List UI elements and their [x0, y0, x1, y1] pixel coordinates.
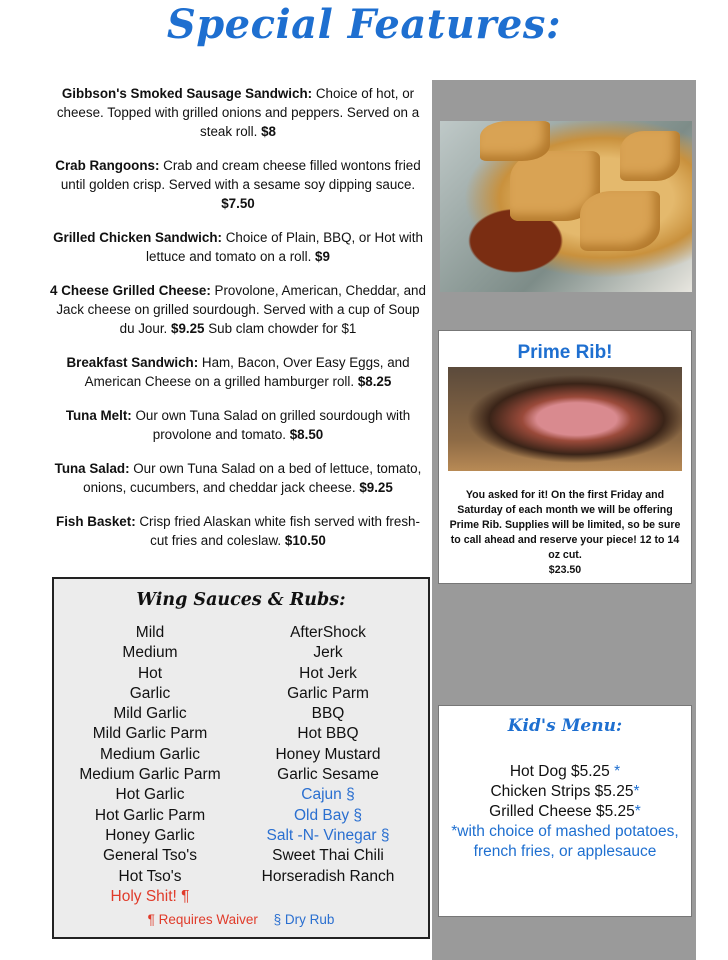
special-price: $8 [261, 124, 276, 139]
wing-sauce-item: Honey Garlic [105, 826, 195, 844]
special-description: Crab and cream cheese filled wontons fried until golden crisp. Served with a sesame soy dipping sauce. [60, 158, 421, 192]
prime-rib-title: Prime Rib! [517, 342, 613, 363]
wing-sauce-item: Hot Garlic [115, 786, 185, 804]
special-description: Choice of hot, or cheese. Topped with grilled onions and peppers. Served on a steak roll. [56, 86, 420, 139]
special-price: $10.50 [284, 533, 326, 548]
wing-sauce-item: Medium Garlic Parm [79, 766, 221, 784]
special-description: Our own Tuna Salad on grilled sourdough with provolone and tomato. [131, 408, 411, 442]
special-name: Tuna Salad: [54, 461, 130, 476]
kids-menu-box [438, 705, 692, 917]
wing-sauce-item: Sweet Thai Chili [272, 847, 384, 865]
kids-menu-item [439, 762, 691, 782]
kids-menu-item [439, 782, 691, 802]
wing-sauce-item: Holy Shit! ¶ [110, 887, 190, 905]
wing-sauce-item: Hot Jerk [299, 664, 357, 682]
wing-sauce-item: Hot Tso's [118, 867, 182, 885]
page-title: Special Features: [166, 1, 562, 48]
wing-sauce-item: General Tso's [103, 847, 197, 865]
special-price: $8.50 [289, 427, 324, 442]
wing-legend [54, 912, 428, 927]
special-item [50, 512, 426, 550]
kids-item-text: Grilled Cheese $5.25 [489, 803, 635, 820]
wing-sauce-item: Salt -N- Vinegar § [266, 826, 390, 844]
wing-sauce-item: Old Bay § [293, 806, 363, 824]
wing-sauces-column-1 [54, 623, 246, 907]
special-name: Tuna Melt: [65, 408, 132, 423]
wing-sauce-item: Honey Mustard [275, 745, 381, 763]
special-item [50, 156, 426, 213]
kids-item-asterisk: * [633, 783, 640, 800]
special-price: $9 [315, 249, 330, 264]
wing-sauce-item: Mild Garlic [113, 705, 187, 723]
wing-sauce-item: AfterShock [290, 624, 366, 641]
special-price: $7.50 [221, 196, 255, 211]
wing-sauce-item: Jerk [313, 644, 343, 662]
prime-rib-box [438, 330, 692, 584]
kids-menu-note: *with choice of mashed potatoes, french fries, or applesauce [451, 823, 679, 860]
special-name: Fish Basket: [56, 514, 136, 529]
special-item [50, 228, 426, 266]
kids-menu-item [439, 802, 691, 822]
kids-item-text: Chicken Strips $5.25 [490, 783, 634, 800]
special-price: $8.25 [357, 374, 392, 389]
special-name: Breakfast Sandwich: [66, 355, 199, 370]
special-name: Crab Rangoons: [55, 158, 160, 173]
prime-rib-text: You asked for it! On the first Friday and Saturday of each month we will be offering Prime Rib. Supplies will be limited, so be sure to call ahead and reserve your piece! 12 to 14 oz cut. [449, 489, 681, 561]
special-item [50, 353, 426, 391]
wing-sauce-item: Hot Garlic Parm [94, 806, 206, 824]
kids-item-text: Hot Dog $5.25 [509, 763, 610, 780]
wing-sauce-item: Mild Garlic Parm [92, 725, 208, 743]
kids-item-asterisk: * [609, 763, 621, 780]
specials-list [50, 84, 426, 565]
special-description: Crisp fried Alaskan white fish served with fresh-cut fries and coleslaw. [135, 514, 420, 548]
kids-menu-list [439, 762, 691, 862]
wing-sauces-box [52, 577, 430, 939]
legend-dry-rub: § Dry Rub [273, 912, 335, 927]
special-description: Provolone, American, Cheddar, and Jack cheese on grilled sourdough. Served with a cup of Soup du Jour. [56, 283, 426, 336]
special-name: Gibbson's Smoked Sausage Sandwich: [61, 86, 313, 101]
wing-sauce-item: Garlic [129, 684, 171, 702]
wing-sauce-item: Horseradish Ranch [261, 867, 395, 885]
wing-sauces-column-2 [232, 623, 424, 887]
wing-sauce-item: Hot [137, 664, 163, 682]
prime-rib-price: $23.50 [548, 564, 582, 576]
special-item [50, 281, 426, 338]
kids-menu-title: Kid's Menu: [507, 716, 623, 736]
wing-sauce-item: BBQ [311, 705, 345, 723]
special-item [50, 406, 426, 444]
special-name: Grilled Chicken Sandwich: [53, 230, 222, 245]
special-price: $9.25 [171, 321, 205, 336]
wing-sauce-item: Hot BBQ [297, 725, 359, 743]
crab-rangoon-photo [440, 121, 692, 292]
wing-sauce-item: Garlic Parm [287, 684, 369, 702]
special-description: Ham, Bacon, Over Easy Eggs, and American Cheese on a grilled hamburger roll. [84, 355, 410, 389]
special-item [50, 459, 426, 497]
special-price: $9.25 [359, 480, 393, 495]
wing-sauce-item: Medium Garlic [100, 745, 200, 763]
wing-sauces-title: Wing Sauces & Rubs: [136, 590, 346, 610]
special-extra: Sub clam chowder for $1 [204, 321, 357, 336]
prime-rib-description [447, 488, 683, 578]
legend-requires-waiver: ¶ Requires Waiver [147, 912, 258, 927]
special-name: 4 Cheese Grilled Cheese: [50, 283, 211, 298]
wing-sauce-item: Garlic Sesame [277, 766, 379, 784]
wing-sauce-item: Mild [135, 624, 165, 641]
special-item [50, 84, 426, 141]
prime-rib-photo [448, 367, 682, 471]
wing-sauce-item: Cajun § [301, 786, 355, 804]
special-description: Our own Tuna Salad on a bed of lettuce, tomato, onions, cucumbers, and cheddar jack cheese. [83, 461, 422, 495]
special-description: Choice of Plain, BBQ, or Hot with lettuce and tomato on a roll. [146, 230, 423, 264]
wing-sauce-item: Medium [122, 644, 178, 662]
kids-item-asterisk: * [634, 803, 641, 820]
